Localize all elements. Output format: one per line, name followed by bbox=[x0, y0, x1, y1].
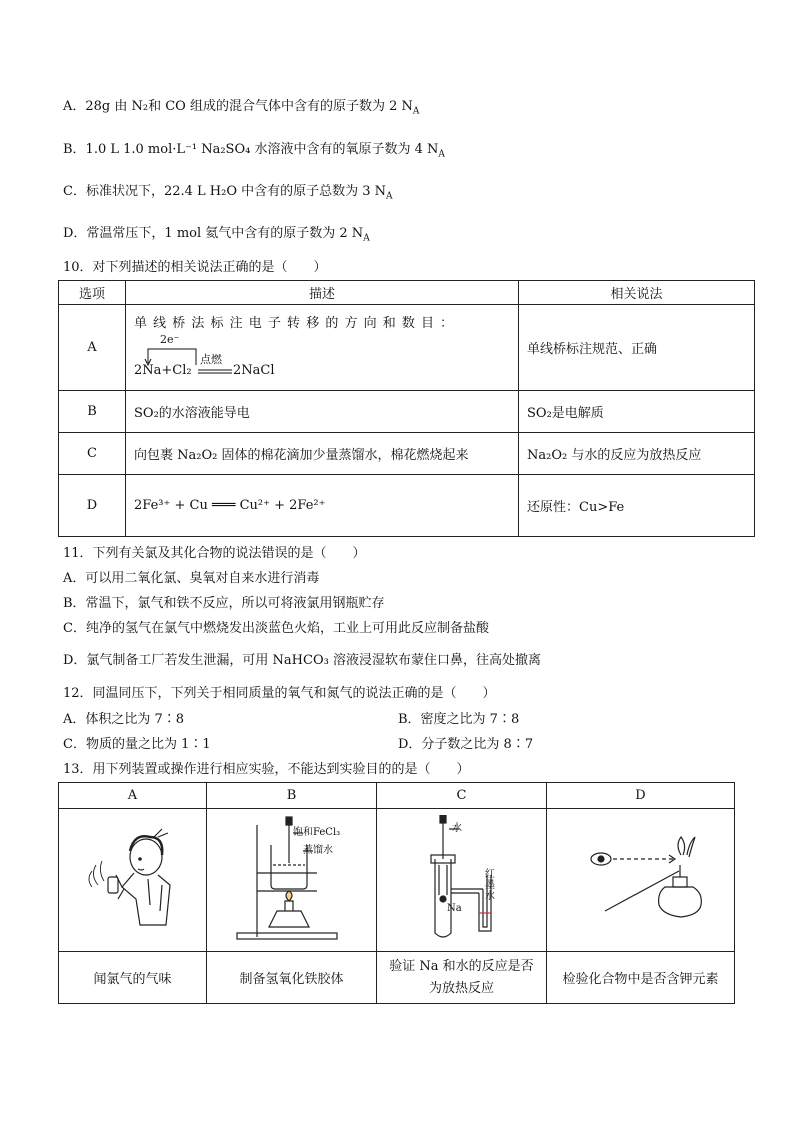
q9-option-b: B．1.0 L 1.0 mol·L⁻¹ Na₂SO₄ 水溶液中含有的氧原子数为 4 $N_A$ bbox=[63, 142, 445, 160]
q10-header-option: 选项 bbox=[59, 281, 126, 305]
q13-stem: 13．用下列装置或操作进行相应实验，不能达到实验目的的是（ ） bbox=[63, 762, 470, 777]
q10-row-note: 还原性：Cu>Fe bbox=[519, 475, 755, 537]
q13-caption-b: 制备氢氧化铁胶体 bbox=[207, 952, 377, 1004]
b-label-water: 蒸馏水 bbox=[303, 845, 333, 856]
q10-header-desc: 描述 bbox=[126, 281, 519, 305]
na-water-apparatus-figure bbox=[387, 815, 537, 945]
c-label-water: 水 bbox=[452, 823, 462, 834]
c-label-na: Na bbox=[447, 903, 462, 914]
q11-option-b: B．常温下，氯气和铁不反应，所以可将液氯用钢瓶贮存 bbox=[63, 596, 385, 611]
q9-option-c: C．标准状况下，22.4 L H₂O 中含有的原子总数为 3 $N_A$ bbox=[63, 184, 393, 202]
q10-row-note: 单线桥标注规范、正确 bbox=[519, 305, 755, 391]
q10-row-option: A bbox=[59, 305, 126, 391]
q10-row-desc: 向包裹 Na₂O₂ 固体的棉花滴加少量蒸馏水，棉花燃烧起来 bbox=[126, 433, 519, 475]
q10-row-b bbox=[59, 391, 755, 433]
q10-row-note: SO₂是电解质 bbox=[519, 391, 755, 433]
q13-caption-c: 验证 Na 和水的反应是否为放热反应 bbox=[377, 952, 547, 1004]
q10-stem: 10．对下列描述的相关说法正确的是（ ） bbox=[63, 260, 327, 275]
q12-option-b: B．密度之比为 7∶8 bbox=[398, 712, 520, 727]
flame-test-figure bbox=[561, 815, 721, 945]
q10-row-option: C bbox=[59, 433, 126, 475]
c-label-ink: 红墨水 bbox=[485, 869, 495, 902]
q10-row-note: Na₂O₂ 与水的反应为放热反应 bbox=[519, 433, 755, 475]
q11-stem: 11．下列有关氯及其化合物的说法错误的是（ ） bbox=[63, 546, 366, 561]
eq-products: 2NaCl bbox=[233, 363, 275, 378]
q11-option-c: C．纯净的氢气在氯气中燃烧发出淡蓝色火焰，工业上可用此反应制备盐酸 bbox=[63, 621, 489, 636]
smell-gas-child-figure bbox=[78, 815, 188, 945]
q13-header-d: D bbox=[547, 783, 735, 809]
q13-header-a: A bbox=[59, 783, 207, 809]
colloid-apparatus-figure bbox=[217, 815, 367, 945]
q13-header-b: B bbox=[207, 783, 377, 809]
q11-option-a: A．可以用二氧化氯、臭氧对自来水进行消毒 bbox=[63, 571, 320, 586]
q12-option-c: C．物质的量之比为 1∶1 bbox=[63, 737, 211, 752]
q13-image-a bbox=[59, 809, 207, 952]
eq-reactants: 2Na+Cl₂ bbox=[134, 363, 192, 378]
q10-row-desc: SO₂的水溶液能导电 bbox=[126, 391, 519, 433]
q12-stem: 12．同温同压下，下列关于相同质量的氧气和氮气的说法正确的是（ ） bbox=[63, 686, 496, 701]
q12-option-d: D．分子数之比为 8∶7 bbox=[398, 737, 534, 752]
q9-option-a: A．28g 由 N₂和 CO 组成的混合气体中含有的原子数为 2 $N_A$ bbox=[63, 99, 420, 117]
eq-equals-icon bbox=[198, 369, 232, 375]
q13-table bbox=[58, 782, 735, 1004]
q13-image-c bbox=[377, 809, 547, 952]
q10-row-desc bbox=[126, 305, 519, 391]
q13-image-d bbox=[547, 809, 735, 952]
q13-caption-d: 检验化合物中是否含钾元素 bbox=[547, 952, 735, 1004]
q10-desc-text: 单 线 桥 法 标 注 电 子 转 移 的 方 向 和 数 目 ： bbox=[134, 316, 455, 331]
q10-table bbox=[58, 280, 755, 537]
q10-header-note: 相关说法 bbox=[519, 281, 755, 305]
single-bridge-equation bbox=[134, 331, 510, 383]
q10-row-d bbox=[59, 475, 755, 537]
q9-option-d: D．常温常压下，1 mol 氦气中含有的原子数为 2 $N_A$ bbox=[63, 226, 370, 244]
q13-header-c: C bbox=[377, 783, 547, 809]
q10-row-c bbox=[59, 433, 755, 475]
q13-caption-a: 闻氯气的气味 bbox=[59, 952, 207, 1004]
q11-option-d: D．氯气制备工厂若发生泄漏，可用 NaHCO₃ 溶液浸湿软布蒙住口鼻，往高处撤离 bbox=[63, 653, 541, 668]
electron-count: 2e⁻ bbox=[160, 333, 180, 346]
q10-row-option: D bbox=[59, 475, 126, 537]
q12-option-a: A．体积之比为 7∶8 bbox=[63, 712, 185, 727]
q13-image-b bbox=[207, 809, 377, 952]
q10-row-option: B bbox=[59, 391, 126, 433]
q10-row-desc: 2Fe³⁺ + Cu ═══ Cu²⁺ + 2Fe²⁺ bbox=[126, 475, 519, 537]
eq-condition: 点燃 bbox=[200, 353, 222, 366]
q10-row-a bbox=[59, 305, 755, 391]
b-label-fecl3: 饱和FeCl₃ bbox=[293, 827, 341, 838]
